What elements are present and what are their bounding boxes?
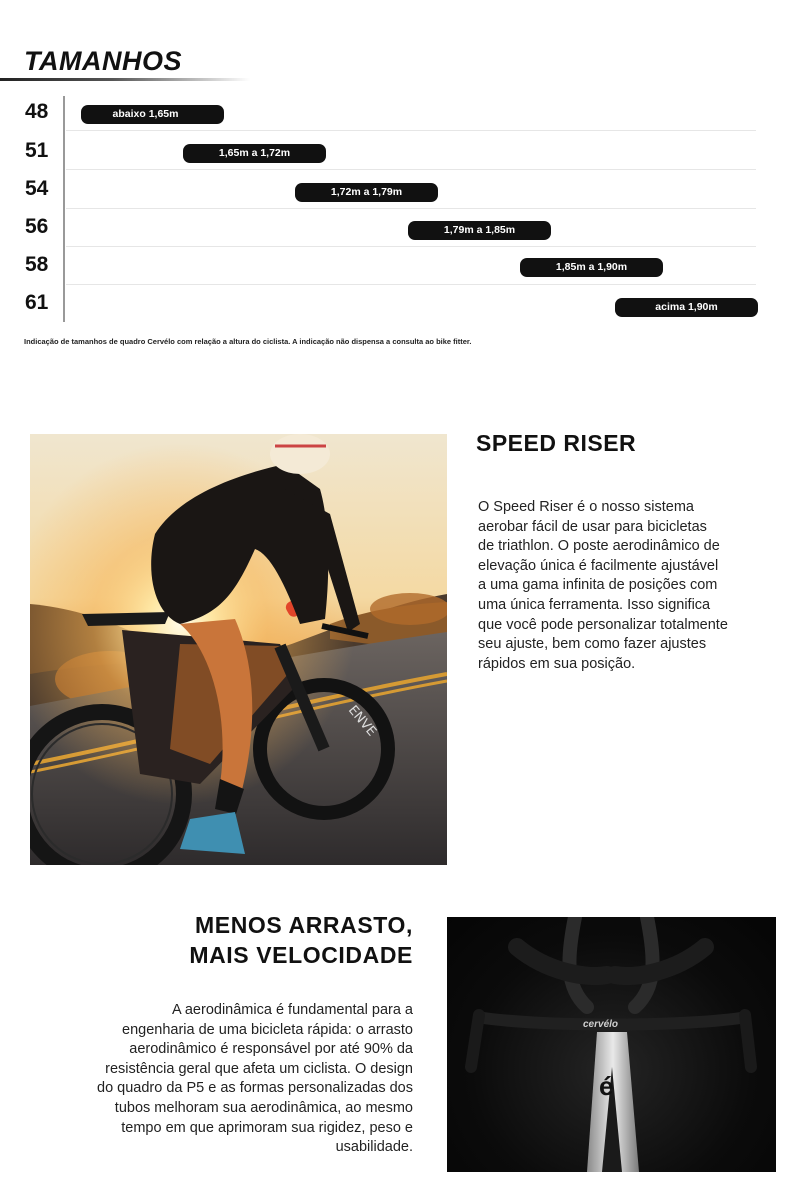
speed-riser-line: rápidos em sua posição.	[478, 655, 636, 672]
size-range-bar-56	[408, 221, 551, 240]
size-range-text-51: 1,65m a 1,72m	[218, 147, 291, 159]
aerobar-illustration	[447, 917, 776, 1172]
menos-arrasto-line: aerodinâmico é responsável por até 90% da	[129, 1041, 413, 1058]
bar-brand-label: cervélo	[583, 1019, 619, 1030]
size-label-58: 58	[25, 253, 49, 276]
speed-riser-line: elevação única é facilmente ajustável	[478, 557, 719, 574]
speed-riser-title: SPEED RISER	[476, 430, 637, 456]
frame-logo: é	[599, 1071, 614, 1101]
menos-arrasto-line: tempo em que aprimoram sua rigidez, peso e	[121, 1119, 413, 1136]
menos-arrasto-title-line1: MENOS ARRASTO,	[195, 912, 413, 938]
size-range-text-61: acima 1,90m	[655, 301, 718, 313]
menos-arrasto-title	[150, 910, 413, 970]
menos-arrasto-line: usabilidade.	[335, 1139, 413, 1156]
size-range-bar-58	[520, 258, 663, 277]
speed-riser-line: de triathlon. O poste aerodinâmico de	[478, 538, 720, 555]
size-range-bar-48	[81, 105, 224, 124]
size-range-text-54: 1,72m a 1,79m	[330, 186, 403, 198]
size-range-bar-51	[183, 144, 326, 163]
size-label-56: 56	[25, 215, 49, 238]
size-label-61: 61	[25, 291, 49, 314]
menos-arrasto-title-line2: MAIS VELOCIDADE	[189, 942, 413, 968]
sizes-title: TAMANHOS	[24, 46, 182, 76]
size-label-48: 48	[25, 100, 49, 123]
menos-arrasto-line: do quadro da P5 e as formas personalizadas dos	[97, 1080, 413, 1097]
title-underline	[0, 78, 250, 81]
speed-riser-line: aerobar fácil de usar para bicicletas	[478, 518, 707, 535]
size-range-text-58: 1,85m a 1,90m	[555, 261, 628, 273]
menos-arrasto-line: A aerodinâmica é fundamental para a	[171, 1002, 413, 1018]
size-range-text-56: 1,79m a 1,85m	[443, 224, 516, 236]
speed-riser-line: seu ajuste, bem como fazer ajustes	[478, 636, 707, 653]
cyclist-sunset-photo	[30, 434, 447, 865]
menos-arrasto-line: tubos melhoram sua aerodinâmica, ao mesmo	[114, 1099, 413, 1116]
row-divider	[66, 130, 756, 131]
menos-arrasto-line: resistência geral que afeta um ciclista. O design	[105, 1060, 413, 1077]
size-range-text-48: abaixo 1,65m	[112, 108, 179, 120]
row-divider	[66, 169, 756, 170]
menos-arrasto-description	[60, 1001, 413, 1158]
aerobar-cockpit-photo	[447, 917, 776, 1172]
sizes-footnote: Indicação de tamanhos de quadro Cervélo com relação a altura do ciclista. A indicação não dispensa a consulta ao bike fitter.	[24, 337, 472, 346]
row-divider	[66, 246, 756, 247]
chart-axis-line	[63, 96, 65, 322]
speed-riser-line: uma única ferramenta. Isso significa	[478, 596, 711, 613]
speed-riser-line: a uma gama infinita de posições com	[478, 577, 718, 594]
rim-brand-label: ENVE	[344, 702, 379, 740]
size-label-54: 54	[25, 177, 49, 200]
cyclist-sunset-illustration	[30, 434, 447, 865]
row-divider	[66, 208, 756, 209]
size-range-bar-54	[295, 183, 438, 202]
size-label-51: 51	[25, 139, 49, 162]
speed-riser-line: O Speed Riser é o nosso sistema	[478, 499, 694, 515]
speed-riser-description	[478, 498, 778, 674]
speed-riser-line: que você pode personalizar totalmente	[478, 616, 728, 633]
menos-arrasto-line: engenharia de uma bicicleta rápida: o arrasto	[122, 1021, 413, 1038]
size-range-bar-61	[615, 298, 758, 317]
row-divider	[66, 284, 756, 285]
